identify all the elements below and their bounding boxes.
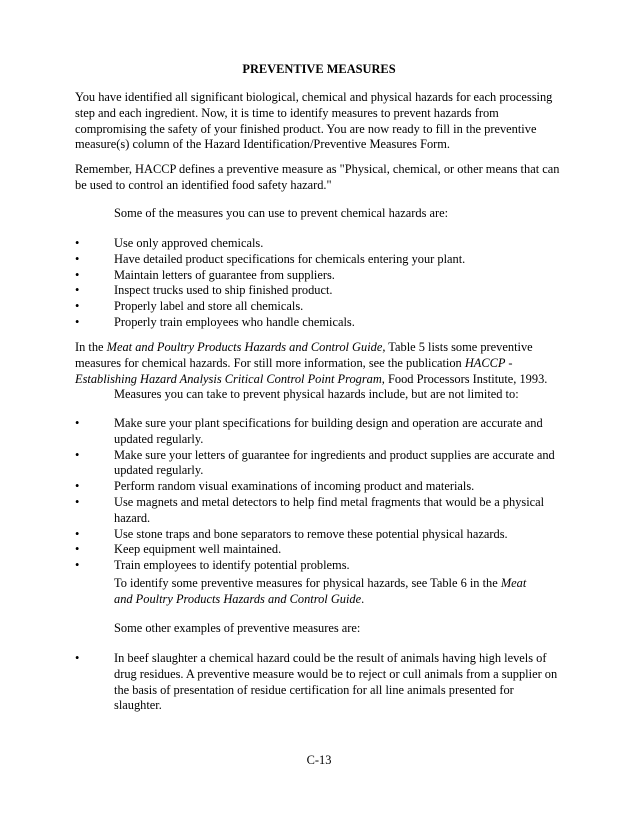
table6-paragraph: To identify some preventive measures for physical hazards, see Table 6 in the Meat and Poultry Products Hazards and Control Guide. — [114, 576, 527, 606]
other-intro: Some other examples of preventive measures are: — [114, 621, 361, 635]
chemical-intro: Some of the measures you can use to prevent chemical hazards are: — [114, 206, 449, 220]
list-item: • Perform random visual examinations of incoming product and materials. — [75, 479, 475, 494]
guide-title: and Poultry Products Hazards and Control Guide — [114, 591, 362, 606]
bullet-icon: • — [75, 542, 80, 557]
reference-line: Establishing Hazard Analysis Critical Control Point Program, Food Processors Institute, 1993. — [75, 371, 548, 386]
page-number: C-13 — [306, 753, 332, 767]
list-item: • Have detailed product specifications for chemicals entering your plant. — [75, 251, 466, 266]
bullet-icon: • — [75, 447, 80, 462]
list-item: • Use only approved chemicals. — [75, 236, 264, 250]
definition-line: be used to control an identified food safety hazard." — [75, 177, 332, 192]
intro-line: You have identified all significant biological, chemical and physical hazards for each processing — [75, 90, 553, 104]
bullet-icon: • — [75, 236, 80, 250]
list-item: • Properly label and store all chemicals. — [75, 299, 304, 314]
bullet-icon: • — [75, 651, 80, 665]
list-item: • Maintain letters of guarantee from suppliers. — [75, 267, 335, 282]
list-item: • Use stone traps and bone separators to remove these potential physical hazards. — [75, 526, 508, 541]
list-item: • Train employees to identify potential problems. — [75, 558, 350, 573]
bullet-icon: • — [75, 494, 80, 509]
guide-title: Meat — [500, 576, 527, 590]
reference-line: measures for chemical hazards. For still more information, see the publication HACCP - — [75, 355, 513, 370]
bullet-icon: • — [75, 526, 80, 541]
intro-line: compromising the safety of your finished product. You are now ready to fill in the preventive — [75, 121, 537, 136]
guide-title: Meat and Poultry Products Hazards and Control Guide, — [106, 340, 386, 354]
bullet-icon: • — [75, 299, 80, 314]
physical-intro: Measures you can take to prevent physical hazards include, but are not limited to: — [114, 387, 519, 401]
list-item: • Make sure your plant specifications for building design and operation are accurate and updated regularly. — [75, 416, 543, 446]
list-item: • Inspect trucks used to ship finished product. — [75, 283, 333, 298]
other-examples-list — [75, 651, 575, 714]
list-item: • Make sure your letters of guarantee for ingredients and product supplies are accurate and updated regularly. — [75, 447, 555, 478]
physical-measures-list — [75, 416, 575, 574]
definition-line: Remember, HACCP defines a preventive measure as "Physical, chemical, or other means that can — [75, 162, 560, 176]
bullet-icon: • — [75, 416, 80, 430]
bullet-icon: • — [75, 558, 80, 573]
publication-title: Establishing Hazard Analysis Critical Control Point Program, — [75, 371, 385, 386]
bullet-icon: • — [75, 283, 80, 298]
reference-paragraph — [75, 340, 575, 387]
page-title: PREVENTIVE MEASURES — [242, 62, 396, 76]
definition-paragraph — [75, 162, 575, 194]
list-item: • Use magnets and metal detectors to help find metal fragments that would be a physical hazard. — [75, 494, 545, 525]
bullet-icon: • — [75, 267, 80, 282]
list-item: • In beef slaughter a chemical hazard could be the result of animals having high levels of drug residues. A preventive measure would be to reject or cull animals from a supplier on the basis of presentation of residue certification for all line animals presented for slaughter. — [75, 651, 558, 713]
bullet-icon: • — [75, 479, 80, 494]
intro-line: measure(s) column of the Hazard Identification/Preventive Measures Form. — [75, 137, 451, 152]
reference-line: In the Meat and Poultry Products Hazards and Control Guide, Table 5 lists some preventive — [75, 340, 533, 354]
chemical-measures-list — [75, 236, 575, 331]
bullet-icon: • — [75, 251, 80, 266]
publication-title: HACCP - — [464, 355, 513, 370]
intro-line: step and each ingredient. Now, it is time to identify measures to prevent hazards from — [75, 105, 499, 120]
list-item: • Properly train employees who handle chemicals. — [75, 314, 355, 329]
intro-paragraph — [75, 90, 575, 153]
list-item: • Keep equipment well maintained. — [75, 542, 282, 557]
bullet-icon: • — [75, 314, 80, 329]
